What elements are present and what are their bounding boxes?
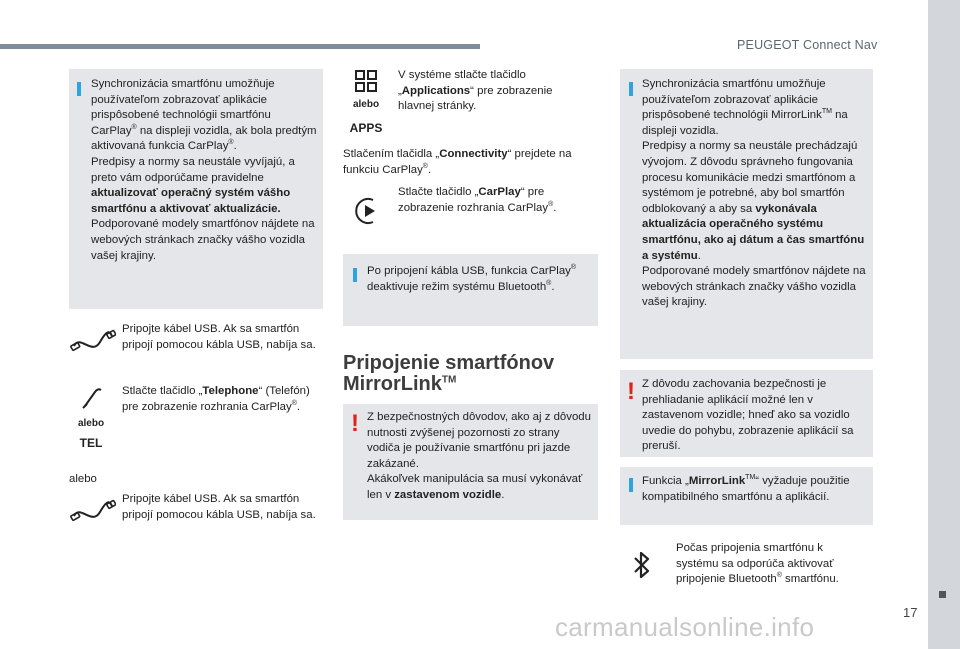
- apps-instruction: V systéme stlačte tlačidlo „Applications“ pre zobrazenie hlavnej stránky.: [398, 69, 553, 113]
- carplay-instruction: Stlačte tlačidlo „CarPlay“ pre zobrazenie rozhrania CarPlay®.: [398, 186, 557, 214]
- step-usb-2: Pripojte kábel USB. Ak sa smartfón pripojí pomocou kábla USB, nabíja sa.: [122, 493, 316, 521]
- tel-label: TEL: [79, 436, 103, 450]
- warning-icon-2: !: [627, 378, 635, 405]
- phone-icon: [81, 386, 103, 410]
- bluetooth-icon: [632, 550, 652, 580]
- usb-cable-icon-2: [70, 496, 116, 524]
- apps-grid-icon: [355, 70, 377, 92]
- watermark: carmanualsonline.info: [555, 612, 815, 642]
- info-bluetooth-text: Po pripojení kábla USB, funkcia CarPlay® deaktivuje režim systému Bluetooth®.: [367, 264, 577, 293]
- alebo-label-1: alebo: [77, 418, 105, 429]
- info-carplay-text: Synchronizácia smartfónu umožňuje používateľom zobrazovať aplikácie prispôsobené technológii smartfónu CarPlay® na displeji vozidla, ak bola predtým aktivovaná funkcia CarPlay®. Predpisy a normy sa neustále vyvíjajú, a preto vám odporúčame pravidelne aktualizovať operačný systém vášho smartfónu a aktivovať aktualizácie. Podporované modely smartfónov nájdete na webových stránkach značky vášho vozidla vašej krajiny.: [91, 78, 317, 262]
- step-telephone: Stlačte tlačidlo „Telephone“ (Telefón) pre zobrazenie rozhrania CarPlay®.: [122, 385, 310, 413]
- info-icon: [77, 82, 81, 96]
- carplay-play-icon: [355, 196, 381, 226]
- header-rule: [0, 44, 480, 49]
- info-mirrorlink-text: Synchronizácia smartfónu umožňuje používateľom zobrazovať aplikácie prispôsobené technológii MirrorLink™ na displeji vozidla. Predpisy a normy sa neustále prechádzajú vývojom. Z dôvodu správneho fungovania procesu komunikácie medzi smartfónom a systémom je potrebné, aby bol smartfón odblokovaný a aby sa vykonávala aktualizácia operačného systému smartfónu, ako aj dátum a čas smartfónu a systému. Podporované modely smartfónov nájdete na webových stránkach značky vášho vozidla vašej krajiny.: [642, 78, 866, 309]
- warning-safety-text: Z dôvodu zachovania bezpečnosti je prehliadanie aplikácií možné len v zastavenom vozidle; hneď ako sa vozidlo uvedie do pohybu, zobrazenie aplikácií sa preruší.: [642, 378, 854, 453]
- or-text: alebo: [69, 473, 97, 485]
- info-icon-2: [353, 268, 357, 282]
- page-number: 17: [903, 605, 918, 620]
- bluetooth-instruction: Počas pripojenia smartfónu k systému sa odporúča aktivovať pripojenie Bluetooth® smartfónu.: [676, 542, 839, 586]
- step-usb-1: Pripojte kábel USB. Ak sa smartfón pripojí pomocou kábla USB, nabíja sa.: [122, 323, 316, 351]
- info-compatibility-text: Funkcia „MirrorLink™“ vyžaduje použitie kompatibilného smartfónu a aplikácií.: [642, 474, 850, 503]
- info-icon-4: [629, 478, 633, 492]
- page-header: PEUGEOT Connect Nav: [737, 38, 878, 52]
- warning-driving-text: Z bezpečnostných dôvodov, ako aj z dôvodu nutnosti zvýšenej pozornosti zo strany vodiča je používanie smartfónu pri jazde zakázané. Akákoľvek manipulácia sa musí vykonávať len v zastavenom vozidle.: [367, 411, 591, 501]
- usb-cable-icon: [70, 326, 116, 354]
- page-marker: [939, 591, 946, 598]
- section-heading: Pripojenie smartfónov MirrorLink™: [343, 352, 555, 395]
- warning-icon: !: [351, 410, 359, 437]
- info-icon-3: [629, 82, 633, 96]
- alebo-label-2: alebo: [352, 99, 380, 110]
- connectivity-instruction: Stlačením tlačidla „Connectivity“ prejdete na funkciu CarPlay®.: [343, 148, 572, 176]
- apps-label: APPS: [349, 121, 383, 135]
- side-tab: [928, 0, 960, 649]
